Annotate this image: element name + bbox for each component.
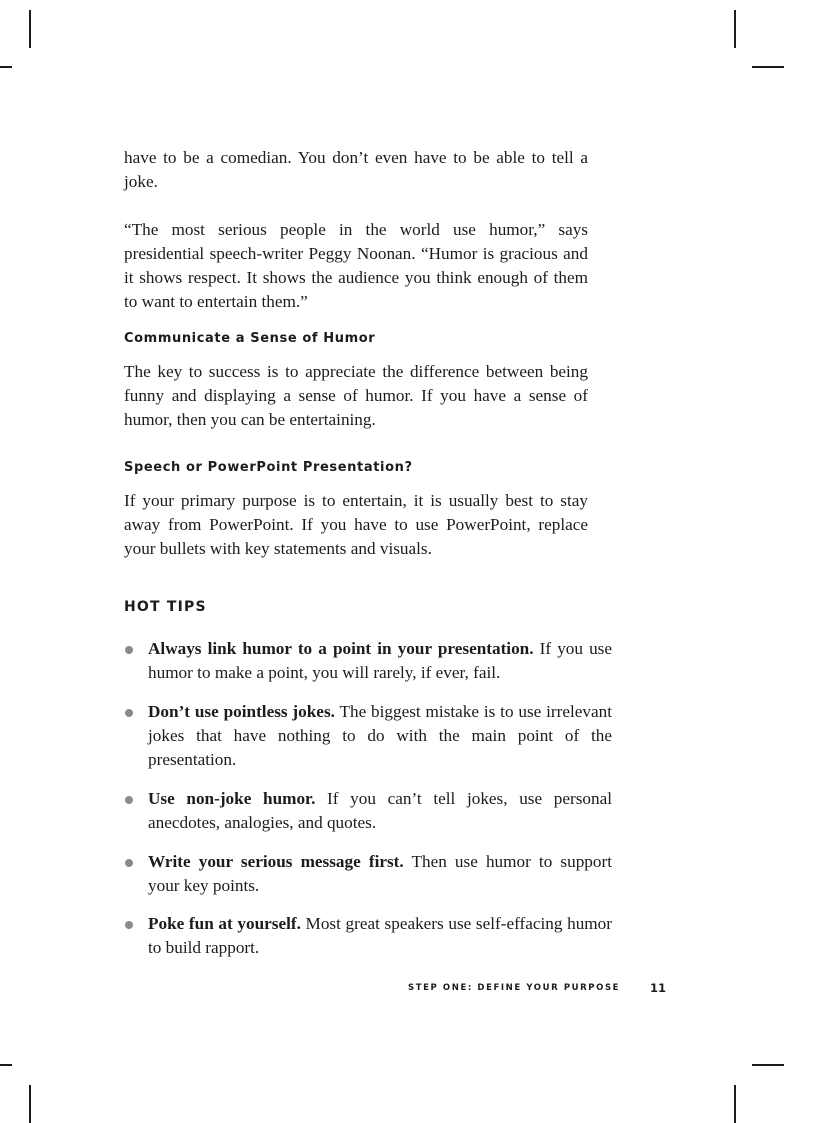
bullet-icon xyxy=(125,859,133,867)
bullet-icon xyxy=(125,709,133,717)
list-item xyxy=(124,787,612,835)
crop-mark-right-lower xyxy=(752,1064,784,1066)
list-item xyxy=(124,637,612,685)
crop-mark-left-upper xyxy=(0,66,12,68)
tip-lead: Poke fun at yourself. xyxy=(148,914,301,933)
running-head: STEP ONE: DEFINE YOUR PURPOSE xyxy=(408,983,621,993)
list-item xyxy=(124,700,612,772)
tip-text: Most great speakers use self-effacing humor to build rapport. xyxy=(148,914,612,957)
bullet-icon xyxy=(125,796,133,804)
crop-mark-top-left xyxy=(29,10,31,48)
crop-mark-left-lower xyxy=(0,1064,12,1066)
tip-lead: Write your serious message first. xyxy=(148,852,404,871)
tip-lead: Use non-joke humor. xyxy=(148,789,316,808)
tip-text: If you use humor to make a point, you will rarely, if ever, fail. xyxy=(148,639,612,682)
bullet-icon xyxy=(125,646,133,654)
paragraph-quote: “The most serious people in the world use humor,” says presidential speech-writer Peggy Noonan. “Humor is gracious and it shows respect. It shows the audience you think enough of them to want to entertain them.” xyxy=(124,220,588,311)
tip-text: If you can’t tell jokes, use personal anecdotes, analogies, and quotes. xyxy=(148,789,613,832)
tip-lead: Don’t use pointless jokes. xyxy=(148,702,335,721)
tip-text: Then use humor to support your key points. xyxy=(148,852,612,895)
tip-lead: Always link humor to a point in your presentation. xyxy=(148,639,534,658)
list-item xyxy=(124,912,612,960)
section-heading-sense-of-humor: Communicate a Sense of Humor xyxy=(124,331,376,346)
paragraph-sense-of-humor: The key to success is to appreciate the difference between being funny and displaying a sense of humor. If you have a sense of humor, then you can be entertaining. xyxy=(124,362,588,429)
tip-text: The biggest mistake is to use irrelevant jokes that have nothing to do with the main point of the presentation. xyxy=(148,702,613,769)
crop-mark-right-upper xyxy=(752,66,784,68)
crop-mark-bottom-left xyxy=(29,1085,31,1123)
crop-mark-bottom-right xyxy=(734,1085,736,1123)
paragraph-powerpoint: If your primary purpose is to entertain, it is usually best to stay away from PowerPoint. If you have to use PowerPoint, replace your bullets with key statements and visuals. xyxy=(124,491,588,558)
bullet-icon xyxy=(125,921,133,929)
section-heading-speech-or-powerpoint: Speech or PowerPoint Presentation? xyxy=(124,460,413,475)
crop-mark-top-right xyxy=(734,10,736,48)
list-item xyxy=(124,850,612,898)
paragraph-intro: have to be a comedian. You don’t even have to be able to tell a joke. xyxy=(124,148,588,191)
hot-tips-heading: HOT TIPS xyxy=(124,599,207,615)
page-number: 11 xyxy=(650,981,667,995)
